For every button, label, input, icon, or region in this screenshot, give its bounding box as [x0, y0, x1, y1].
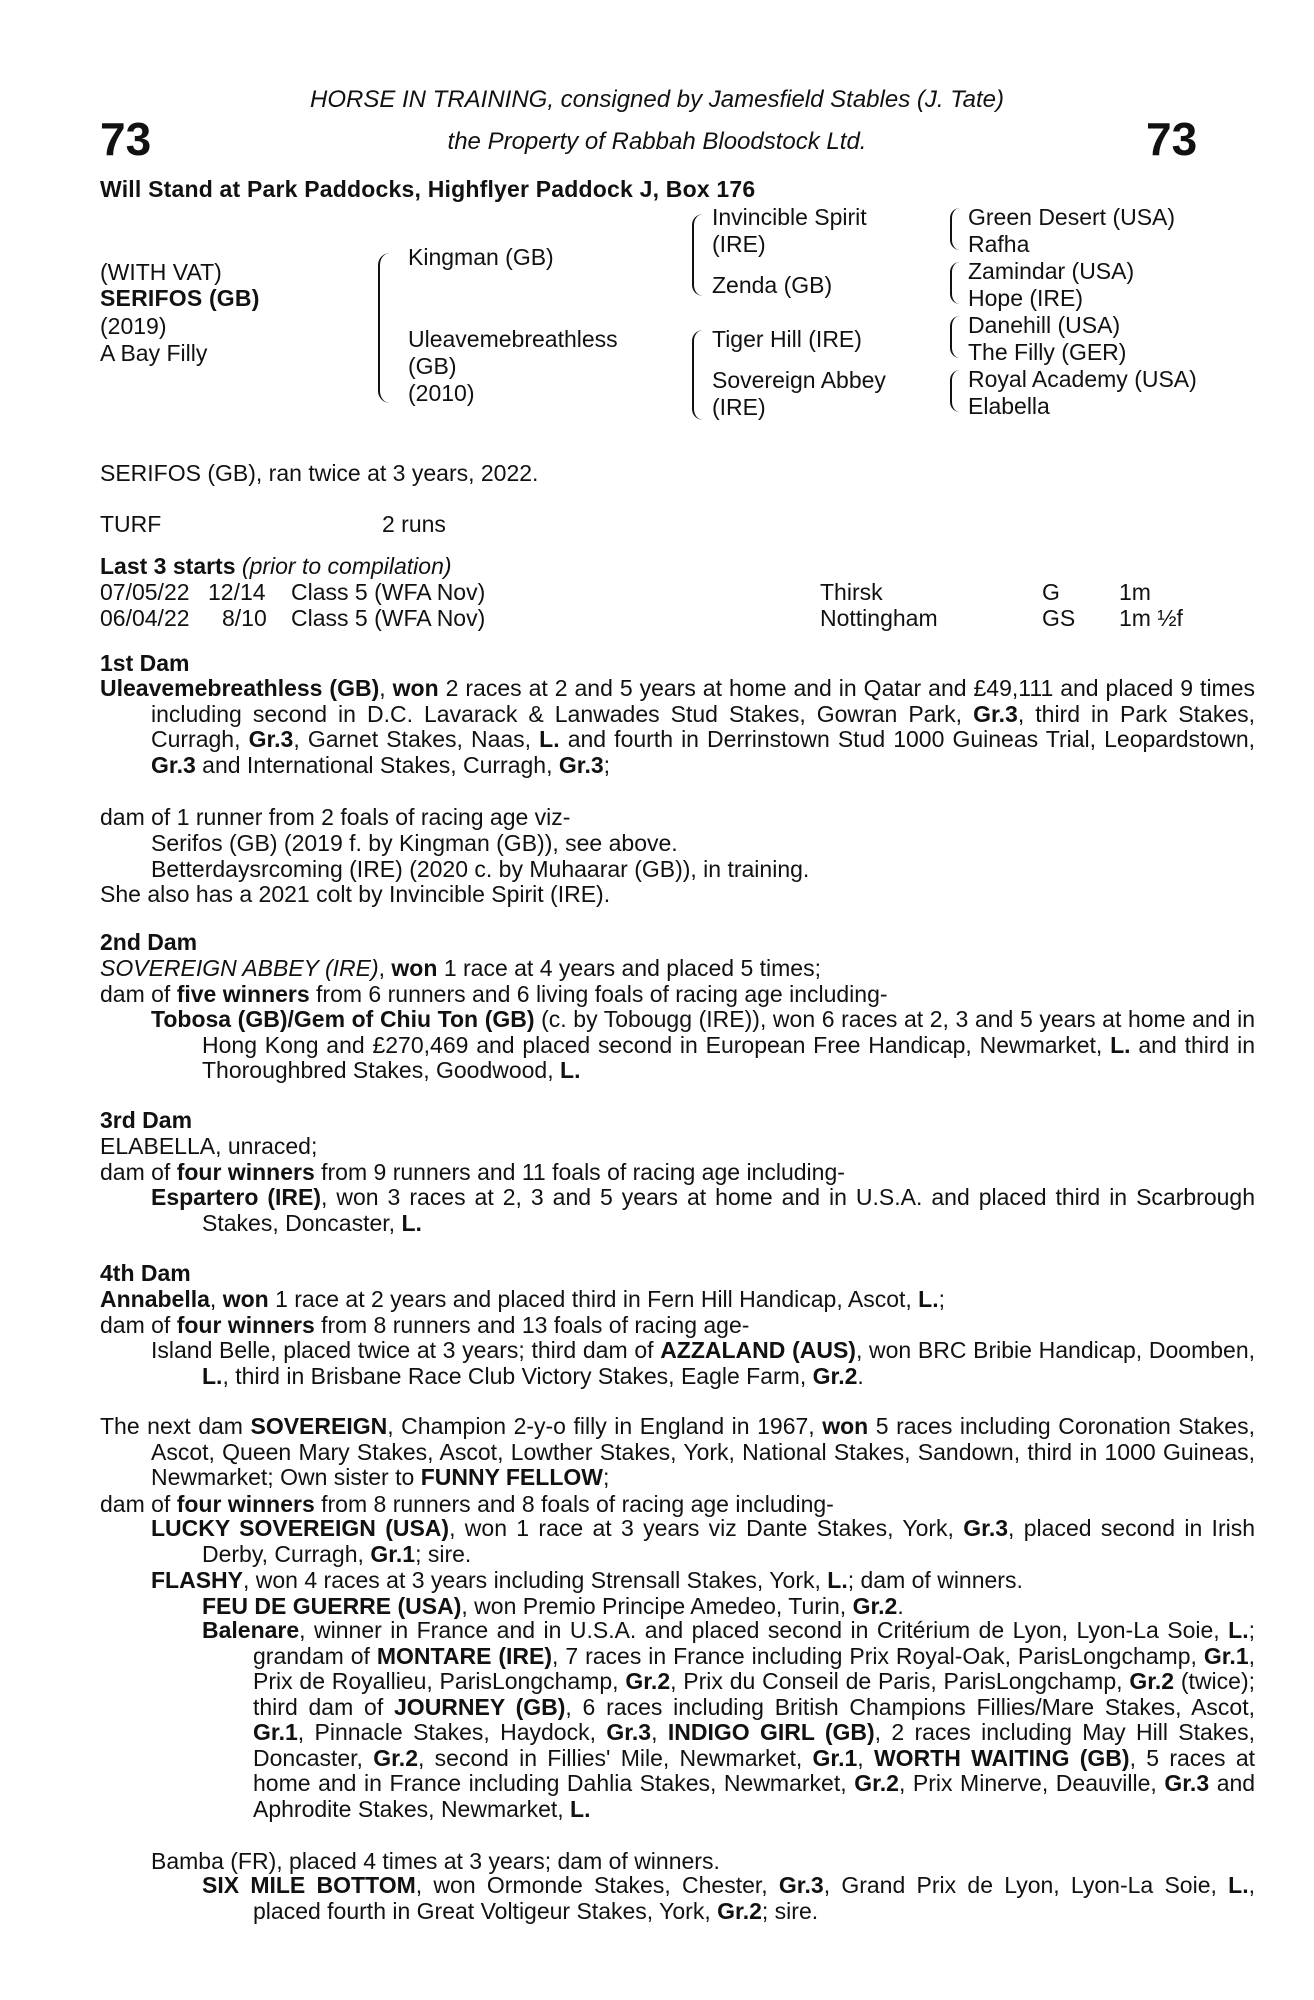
- start-class: Class 5 (WFA Nov): [291, 579, 486, 605]
- pedigree-brace: [692, 330, 703, 420]
- dam-name: SOVEREIGN: [250, 1413, 388, 1439]
- grandparent-1: Green Desert (USA): [968, 204, 1176, 230]
- dam-dam-line1: Sovereign Abbey: [712, 367, 886, 393]
- next-dam-produce: dam of four winners from 8 runners and 8 foals of racing age including-: [100, 1491, 834, 1517]
- feu-de-guerre-record: FEU DE GUERRE (USA), won Premio Principe Amedeo, Turin, Gr.2.: [202, 1593, 904, 1619]
- pedigree-brace: [950, 262, 960, 304]
- first-dam-record: Uleavemebreathless (GB), won 2 races at 2 and 5 years at home and in Qatar and £49,111 and placed 9 times including second in D.C. Lavarack & Lanwades Stud Stakes, Gowran Park, Gr.3, third in Park Stakes, Curragh, Gr.3, Garnet Stakes, Naas, L. and fourth in Derrinstown Stud 1000 Guineas Trial, Leopardstown, Gr.3 and International Stakes, Curragh, Gr.3;: [100, 675, 1256, 778]
- grandparent-5: Danehill (USA): [968, 312, 1121, 338]
- third-dam-heading: 3rd Dam: [100, 1107, 193, 1133]
- sire-dam: Zenda (GB): [712, 272, 833, 298]
- six-mile-bottom-record: SIX MILE BOTTOM, won Ormonde Stakes, Chester, Gr.3, Grand Prix de Lyon, Lyon-La Soie, L., placed fourth in Great Voltigeur Stakes, York, Gr.2; sire.: [202, 1872, 1255, 1924]
- pedigree-brace: [378, 253, 390, 403]
- third-dam-progeny: Espartero (IRE), won 3 races at 2, 3 and 5 years at home and in U.S.A. and placed third in Scarbrough Stakes, Doncaster, L.: [151, 1184, 1255, 1236]
- pedigree-brace: [950, 370, 960, 412]
- horse-year: (2019): [100, 313, 167, 339]
- grandparent-6: The Filly (GER): [968, 339, 1127, 365]
- start-date: 07/05/22: [100, 579, 190, 605]
- second-dam-produce: dam of five winners from 6 runners and 6 living foals of racing age including-: [100, 981, 888, 1007]
- dam-name: SOVEREIGN ABBEY (IRE): [100, 955, 379, 981]
- dam-line2: (GB): [408, 353, 457, 379]
- grandparent-4: Hope (IRE): [968, 285, 1084, 311]
- start-date: 06/04/22: [100, 605, 190, 631]
- start-course: Thirsk: [820, 579, 883, 605]
- second-dam-heading: 2nd Dam: [100, 929, 198, 955]
- balenare-record: Balenare, winner in France and in U.S.A. and placed second in Critérium de Lyon, Lyon-La Soie, L.; grandam of MONTARE (IRE), 7 races in France including Prix Royal-Oak, ParisLongchamp, Gr.1, Prix de Royallieu, ParisLongchamp, Gr.2, Prix du Conseil de Paris, ParisLongchamp, Gr.2 (twice); third dam of JOURNEY (GB), 6 races including British Champions Fillies/Mare Stakes, Ascot, Gr.1, Pinnacle Stakes, Haydock, Gr.3, INDIGO GIRL (GB), 2 races including May Hill Stakes, Doncaster, Gr.2, second in Fillies' Mile, Newmarket, Gr.1, WORTH WAITING (GB), 5 races at home and in France including Dahlia Stakes, Newmarket, Gr.2, Prix Minerve, Deauville, Gr.3 and Aphrodite Stakes, Newmarket, L.: [202, 1617, 1256, 1822]
- start-position: 8/10: [222, 605, 267, 631]
- flashy-record: FLASHY, won 4 races at 3 years including Strensall Stakes, York, L.; dam of winners.: [151, 1567, 1023, 1593]
- pedigree-brace: [692, 214, 703, 296]
- pedigree-brace: [950, 208, 960, 250]
- third-dam-produce: dam of four winners from 9 runners and 11 foals of racing age including-: [100, 1159, 845, 1185]
- start-going: G: [1042, 579, 1060, 605]
- grandparent-7: Royal Academy (USA): [968, 366, 1197, 392]
- horse-name: SERIFOS (GB): [100, 285, 260, 311]
- fourth-dam-record: Annabella, won 1 race at 2 years and placed third in Fern Hill Handicap, Ascot, L.;: [100, 1286, 945, 1312]
- sire-sire-line1: Invincible Spirit: [712, 204, 867, 230]
- start-distance: 1m: [1119, 579, 1151, 605]
- first-dam-also: She also has a 2021 colt by Invincible Spirit (IRE).: [100, 881, 611, 907]
- fourth-dam-produce: dam of four winners from 8 runners and 13 foals of racing age-: [100, 1312, 750, 1338]
- sire: Kingman (GB): [408, 244, 554, 270]
- second-dam-record: SOVEREIGN ABBEY (IRE), won 1 race at 4 years and placed 5 times;: [100, 955, 821, 981]
- second-dam-progeny: Tobosa (GB)/Gem of Chiu Ton (GB) (c. by Tobougg (IRE)), won 6 races at 2, 3 and 5 years at home and in Hong Kong and £270,469 and placed second in European Free Handicap, Newmarket, L. and third in Thoroughbred Stakes, Goodwood, L.: [151, 1006, 1256, 1083]
- last-starts-note: (prior to compilation): [241, 553, 452, 579]
- lot-number-right: 73: [1146, 113, 1198, 165]
- start-distance: 1m ½f: [1119, 605, 1183, 631]
- bamba-record: Bamba (FR), placed 4 times at 3 years; dam of winners.: [151, 1848, 720, 1874]
- first-dam-heading: 1st Dam: [100, 650, 190, 676]
- stand-location: Will Stand at Park Paddocks, Highflyer Paddock J, Box 176: [100, 176, 756, 202]
- dam-sire: Tiger Hill (IRE): [712, 326, 862, 352]
- last-starts-heading: [100, 553, 452, 579]
- progeny-2: Betterdaysrcoming (IRE) (2020 c. by Muhaarar (GB)), in training.: [151, 856, 810, 882]
- consignor-line: HORSE IN TRAINING, consigned by Jamesfield Stables (J. Tate): [309, 86, 1005, 113]
- next-dam-record: The next dam SOVEREIGN, Champion 2-y-o filly in England in 1967, won 5 races including Coronation Stakes, Ascot, Queen Mary Stakes, Ascot, Lowther Stakes, York, National Stakes, Sandown, third in 1000 Guineas, Newmarket; Own sister to FUNNY FELLOW;: [100, 1413, 1255, 1490]
- lot-number-left: 73: [100, 113, 152, 165]
- sire-sire-line2: (IRE): [712, 231, 766, 257]
- progeny-name: Tobosa (GB)/Gem of Chiu Ton (GB): [151, 1006, 535, 1032]
- vat-note: (WITH VAT): [100, 259, 222, 285]
- won-label: won: [392, 675, 439, 701]
- turf-label: TURF: [100, 511, 162, 537]
- first-dam-produce: dam of 1 runner from 2 foals of racing age viz-: [100, 804, 571, 830]
- start-position: 12/14: [208, 579, 266, 605]
- start-going: GS: [1042, 605, 1076, 631]
- lucky-sovereign-record: LUCKY SOVEREIGN (USA), won 1 race at 3 years viz Dante Stakes, York, Gr.3, placed second in Irish Derby, Curragh, Gr.1; sire.: [151, 1515, 1256, 1567]
- dam-line1: Uleavemebreathless: [408, 326, 618, 352]
- race-summary: SERIFOS (GB), ran twice at 3 years, 2022.: [100, 460, 539, 486]
- third-dam-name: ELABELLA, unraced;: [100, 1133, 318, 1159]
- horse-description: A Bay Filly: [100, 340, 208, 366]
- fourth-dam-heading: 4th Dam: [100, 1260, 191, 1286]
- progeny-1: Serifos (GB) (2019 f. by Kingman (GB)), see above.: [151, 830, 678, 856]
- turf-runs: 2 runs: [382, 511, 446, 537]
- grandparent-8: Elabella: [968, 393, 1050, 419]
- dam-dam-line2: (IRE): [712, 394, 766, 420]
- start-course: Nottingham: [820, 605, 938, 631]
- grandparent-3: Zamindar (USA): [968, 258, 1135, 284]
- dam-name: Uleavemebreathless (GB): [100, 675, 380, 701]
- dam-line3: (2010): [408, 380, 475, 406]
- fourth-dam-progeny: Island Belle, placed twice at 3 years; third dam of AZZALAND (AUS), won BRC Bribie Handicap, Doomben, L., third in Brisbane Race Club Victory Stakes, Eagle Farm, Gr.2.: [151, 1337, 1255, 1389]
- dam-name: Annabella: [100, 1286, 210, 1312]
- grandparent-2: Rafha: [968, 231, 1030, 257]
- progeny-name: Espartero (IRE): [151, 1184, 322, 1210]
- last-starts-title: Last 3 starts: [100, 553, 236, 579]
- pedigree-brace: [950, 316, 960, 358]
- property-line: the Property of Rabbah Bloodstock Ltd.: [447, 128, 867, 155]
- start-class: Class 5 (WFA Nov): [291, 605, 486, 631]
